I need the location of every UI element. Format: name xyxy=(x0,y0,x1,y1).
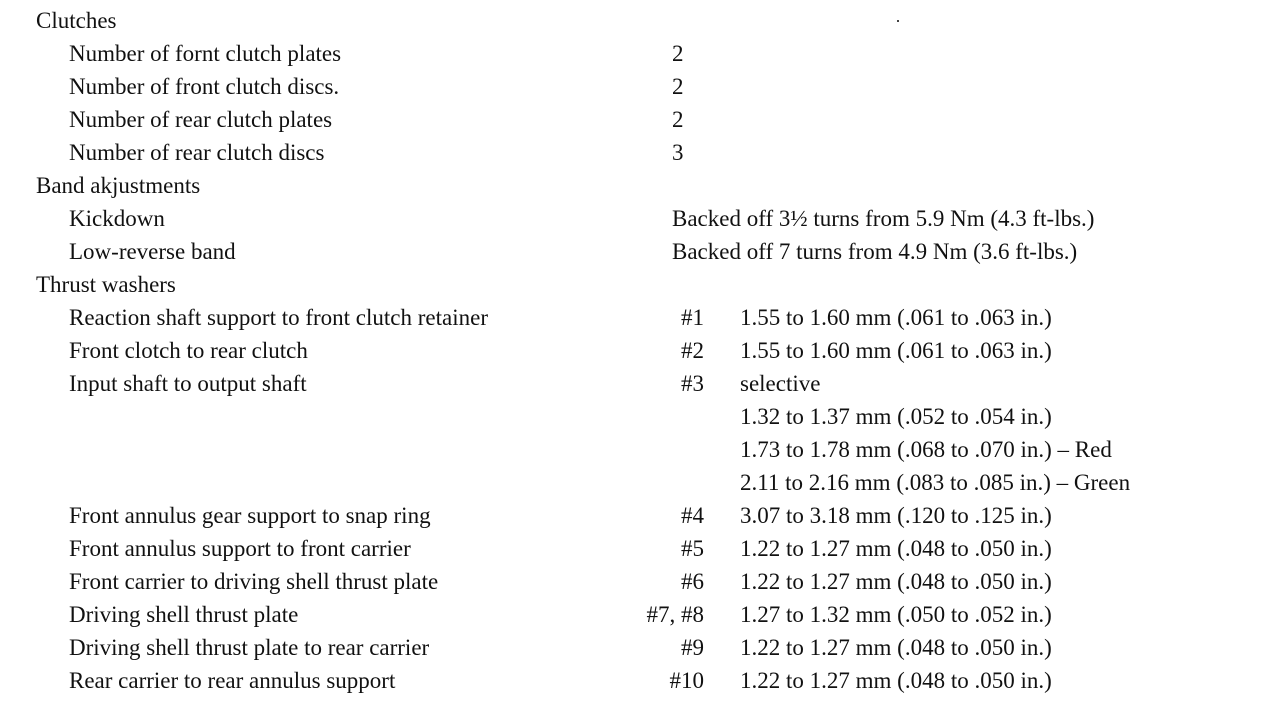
spec-label: Number of rear clutch discs xyxy=(69,140,325,165)
spec-value: 2 xyxy=(672,107,684,132)
washer-spec: 1.55 to 1.60 mm (.061 to .063 in.) xyxy=(740,338,1052,363)
washer-number: #9 xyxy=(681,635,704,660)
washer-label: Rear carrier to rear annulus support xyxy=(69,668,396,693)
spec-row xyxy=(0,136,1264,169)
spec-value: 2 xyxy=(672,74,684,99)
washer-row xyxy=(0,499,1264,532)
washer-spec: 1.32 to 1.37 mm (.052 to .054 in.) xyxy=(740,404,1052,429)
washer-row xyxy=(0,334,1264,367)
spec-label: Number of fornt clutch plates xyxy=(69,41,342,66)
washer-row xyxy=(0,400,1264,433)
washer-label: Driving shell thrust plate to rear carrier xyxy=(69,635,430,660)
spec-label: Low-reverse band xyxy=(69,239,236,264)
spec-value: 3 xyxy=(672,140,684,165)
section-band-row xyxy=(0,169,1264,202)
washer-label: Front clotch to rear clutch xyxy=(69,338,308,363)
washer-label: Front annulus support to front carrier xyxy=(69,536,411,561)
washer-row xyxy=(0,466,1264,499)
spec-label: Number of rear clutch plates xyxy=(69,107,333,132)
spec-row xyxy=(0,37,1264,70)
section-heading: Thrust washers xyxy=(36,272,176,297)
washer-spec: 1.22 to 1.27 mm (.048 to .050 in.) xyxy=(740,569,1052,594)
washer-number: #2 xyxy=(681,338,704,363)
washer-label: Front carrier to driving shell thrust plate xyxy=(69,569,439,594)
washer-label: Reaction shaft support to front clutch retainer xyxy=(69,305,488,330)
washer-row xyxy=(0,631,1264,664)
washer-spec: 2.11 to 2.16 mm (.083 to .085 in.) – Green xyxy=(740,470,1131,495)
washer-number: #6 xyxy=(681,569,704,594)
washer-spec: 1.55 to 1.60 mm (.061 to .063 in.) xyxy=(740,305,1052,330)
washer-spec: 1.22 to 1.27 mm (.048 to .050 in.) xyxy=(740,668,1052,693)
washer-label: Front annulus gear support to snap ring xyxy=(69,503,431,528)
spec-row xyxy=(0,202,1264,235)
section-heading: Band akjustments xyxy=(36,173,201,198)
washer-number: #1 xyxy=(681,305,704,330)
washer-spec: 1.22 to 1.27 mm (.048 to .050 in.) xyxy=(740,536,1052,561)
washer-spec: 1.27 to 1.32 mm (.050 to .052 in.) xyxy=(740,602,1052,627)
washer-row xyxy=(0,301,1264,334)
washer-label: Driving shell thrust plate xyxy=(69,602,299,627)
washer-number: #7, #8 xyxy=(646,602,704,627)
washer-number: #5 xyxy=(681,536,704,561)
washer-spec: selective xyxy=(740,371,821,396)
spec-label: Number of front clutch discs. xyxy=(69,74,340,99)
spec-value: Backed off 7 turns from 4.9 Nm (3.6 ft-lbs.) xyxy=(672,239,1078,264)
washer-row xyxy=(0,598,1264,631)
section-heading: Clutches xyxy=(36,8,117,33)
washer-spec: 1.22 to 1.27 mm (.048 to .050 in.) xyxy=(740,635,1052,660)
spec-value: 2 xyxy=(672,41,684,66)
washer-spec: 3.07 to 3.18 mm (.120 to .125 in.) xyxy=(740,503,1052,528)
washer-label: Input shaft to output shaft xyxy=(69,371,307,396)
washer-row xyxy=(0,532,1264,565)
washer-row xyxy=(0,367,1264,400)
spec-row xyxy=(0,235,1264,268)
spec-value: Backed off 3½ turns from 5.9 Nm (4.3 ft-lbs.) xyxy=(672,206,1095,231)
section-clutches-row xyxy=(0,4,1264,37)
washer-spec: 1.73 to 1.78 mm (.068 to .070 in.) – Red xyxy=(740,437,1112,462)
washer-row xyxy=(0,433,1264,466)
washer-number: #10 xyxy=(669,668,704,693)
spec-label: Kickdown xyxy=(69,206,165,231)
washer-number: #4 xyxy=(681,503,704,528)
section-thrust-row xyxy=(0,268,1264,301)
washer-row xyxy=(0,664,1264,697)
washer-number: #3 xyxy=(681,371,704,396)
spec-row xyxy=(0,70,1264,103)
spec-row xyxy=(0,103,1264,136)
washer-row xyxy=(0,565,1264,598)
